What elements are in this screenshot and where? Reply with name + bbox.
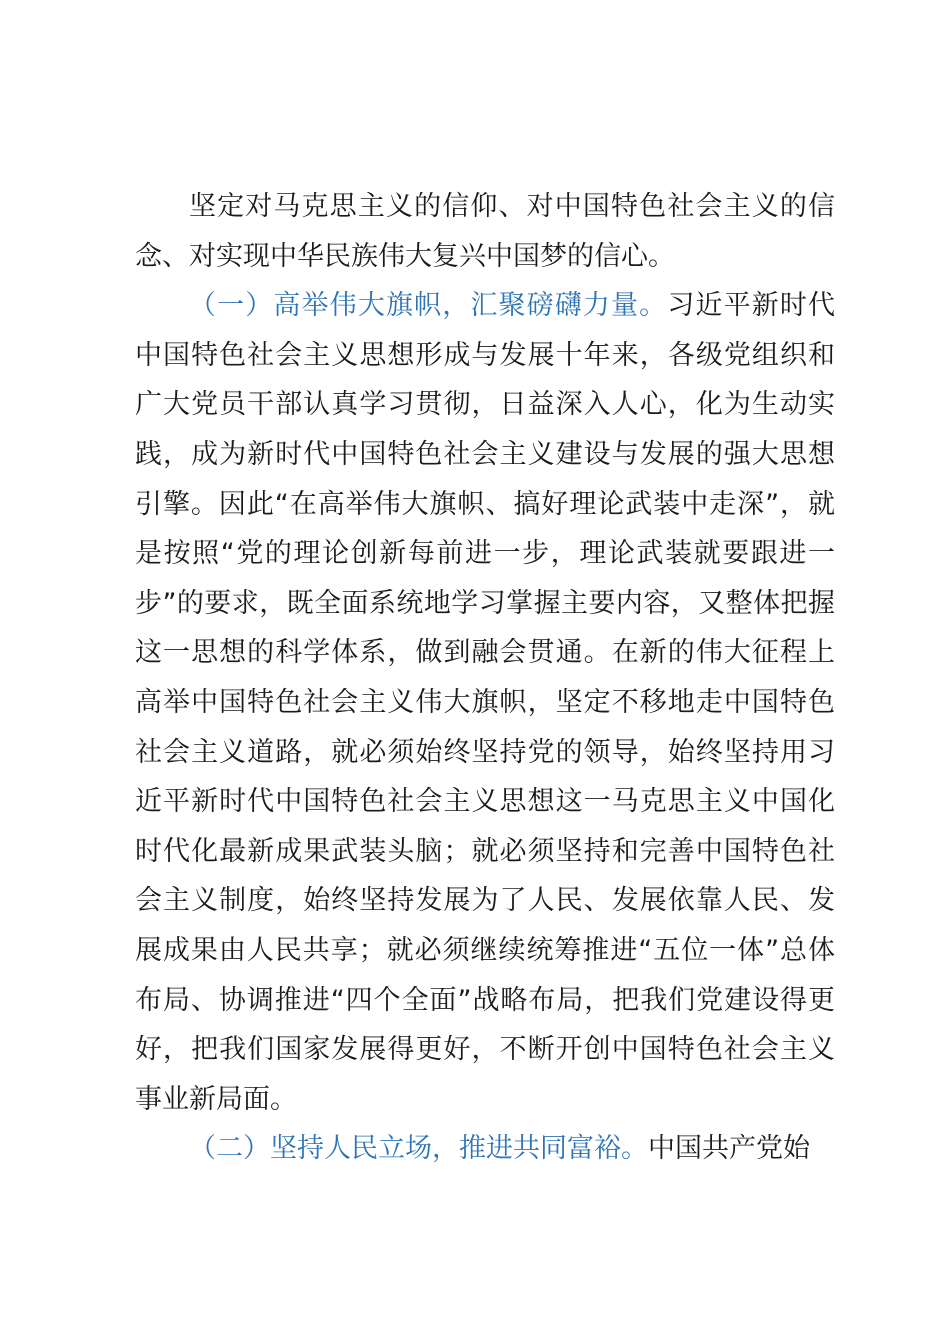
section-2-paragraph: [135, 1124, 835, 1174]
section-2-body: 中国共产党始: [648, 1133, 810, 1165]
paragraph-intro: [135, 182, 835, 281]
section-1-paragraph: [135, 281, 835, 1124]
section-1-body: 习近平新时代中国特色社会主义思想形成与发展十年来，各级党组织和广大党员干部认真学习贯彻，日益深入人心，化为生动实践，成为新时代中国特色社会主义建设与发展的强大思想引擎。因此“在高举伟大旗帜、搞好理论武装中走深”，就是按照“党的理论创新每前进一步，理论武装就要跟进一步”的要求，既全面系统地学习掌握主要内容，又整体把握这一思想的科学体系，做到融会贯通。在新的伟大征程上高举中国特色社会主义伟大旗帜，坚定不移地走中国特色社会主义道路，就必须始终坚持党的领导，始终坚持用习近平新时代中国特色社会主义思想这一马克思主义中国化时代化最新成果武装头脑；就必须坚持和完善中国特色社会主义制度，始终坚持发展为了人民、发展依靠人民、发展成果由人民共享；就必须继续统筹推进“五位一体”总体布局、协调推进“四个全面”战略布局，把我们党建设得更好，把我们国家发展得更好，不断开创中国特色社会主义事业新局面。: [135, 290, 836, 1115]
section-2-heading: （二）坚持人民立场，推进共同富裕。: [189, 1133, 648, 1165]
document-body: [135, 182, 835, 1174]
paragraph-intro-text: 坚定对马克思主义的信仰、对中国特色社会主义的信念、对实现中华民族伟大复兴中国梦的信心。: [135, 191, 835, 272]
section-1-heading: （一）高举伟大旗帜，汇聚磅礴力量。: [189, 290, 668, 322]
